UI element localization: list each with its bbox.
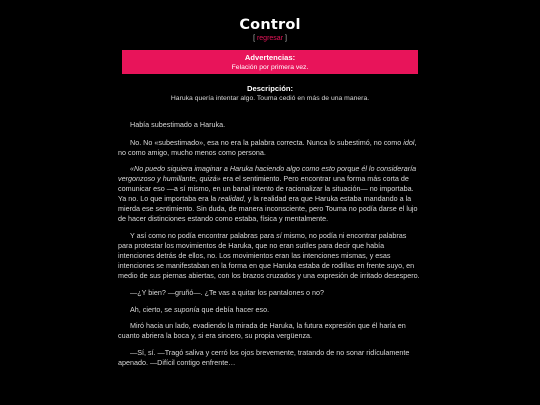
warnings-box: [122, 50, 418, 74]
story-title: Control: [239, 17, 301, 33]
warnings-heading: Advertencias:: [244, 53, 296, 62]
story-paragraph: —Sí, sí. —Tragó saliva y cerró los ojos brevemente, tratando de no sonar ridículamente apenado. —Difícil contigo enfrente…: [118, 348, 410, 368]
bracket-close: ]: [283, 35, 287, 42]
story-paragraph: Miró hacia un lado, evadiendo la mirada de Haruka, la futura expresión que él haría en cuanto abriera la boca y, si era sincero, su propia vergüenza.: [118, 321, 406, 341]
story-paragraph: Ah, cierto, se suponía que debía hacer eso.: [130, 304, 270, 314]
story-body: [118, 120, 422, 375]
story-paragraph: Y así como no podía encontrar palabras para sí mismo, no podía ni encontrar palabras para protestar los movimientos de Haruka, que no eran sutiles para decir que había intenciones detrás de ellos, no. Los movimientos eran las intenciones mismas, y esas intenciones se manifestaban en la forma en que Haruka estaba de rodillas en frente suyo, en medio de sus piernas abiertas, con los brazos cruzados y una expresión de irritado desespero.: [118, 231, 420, 281]
back-nav: [0, 34, 540, 43]
story-paragraph: «No puedo siquiera imaginar a Haruka haciendo algo como esto porque él lo consideraría vergonzoso y humillante, quizá» era el sentimiento. Pero encontrar una forma más corta de comunicar eso —a sí mismo, en un banal intento de racionalizar la situación— no importaba. Ya no. Lo que importaba era la realidad, y la realidad era que Haruka estaba mandando a la mierda ese sentimiento. Sin duda, de manera inconsciente, pero Touma no podía darse el lujo de hacer distinciones estando como estaba, física y mentalmente.: [118, 164, 418, 224]
story-paragraph: Había subestimado a Haruka.: [130, 120, 226, 129]
page-header: [0, 0, 540, 43]
story-paragraph: No. No «subestimado», esa no era la palabra correcta. Nunca lo subestimó, no como idol, no como amigo, mucho menos como persona.: [118, 137, 417, 157]
warnings-text: Felación por primera vez.: [231, 64, 309, 71]
story-paragraph: —¿Y bien? —gruñó—. ¿Te vas a quitar los pantalones o no?: [130, 287, 325, 297]
description-section: [0, 84, 540, 103]
description-heading: Descripción:: [247, 84, 293, 93]
back-link[interactable]: regresar: [256, 35, 284, 42]
description-text: Haruka quería intentar algo. Touma cedió en más de una manera.: [170, 95, 370, 102]
bracket-open: [: [253, 35, 257, 42]
